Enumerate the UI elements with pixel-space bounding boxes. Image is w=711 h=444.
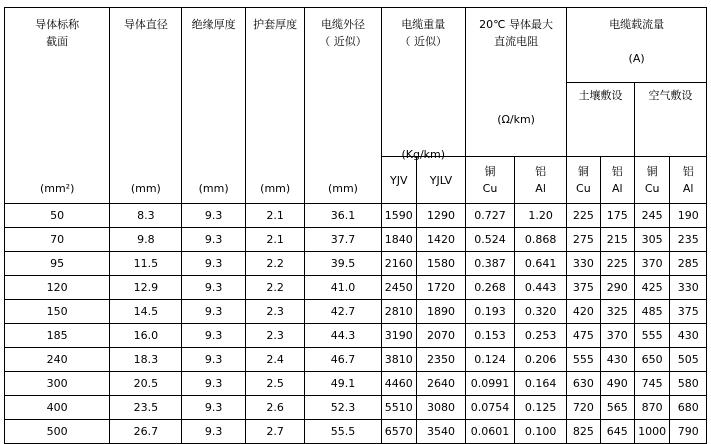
cell-insulation: 9.3 — [182, 252, 246, 276]
cell-resistance-al: 0.125 — [515, 396, 567, 420]
header-section-line1: 导体标称 — [35, 18, 80, 31]
header-insulation-unit: (mm) — [198, 182, 229, 195]
cell-soil-cu: 330 — [567, 252, 600, 276]
cell-weight-yjlv: 2640 — [416, 372, 465, 396]
cell-air-cu: 650 — [634, 348, 669, 372]
header-current-unit: (A) — [628, 52, 645, 65]
header-soil-cu-en: Cu — [576, 182, 591, 195]
header-weight-label: 电缆重量 — [401, 18, 446, 31]
cell-soil-cu: 720 — [567, 396, 600, 420]
table-row — [5, 348, 707, 372]
cell-weight-yjv: 5510 — [381, 396, 416, 420]
header-air-al-en: Al — [682, 182, 694, 195]
cell-soil-al: 645 — [600, 420, 634, 444]
cell-weight-yjlv: 3080 — [416, 396, 465, 420]
cell-diameter: 20.5 — [110, 372, 182, 396]
header-air-cu-en: Cu — [644, 182, 660, 195]
cell-insulation: 9.3 — [182, 348, 246, 372]
header-outer-diameter-approx: （ 近似） — [319, 35, 367, 48]
cell-outer-diameter: 46.7 — [305, 348, 381, 372]
cell-air-al: 285 — [670, 252, 707, 276]
cell-soil-al: 430 — [600, 348, 634, 372]
table-row — [5, 252, 707, 276]
cell-soil-cu: 475 — [567, 324, 600, 348]
cell-soil-al: 225 — [600, 252, 634, 276]
cell-soil-al: 215 — [600, 228, 634, 252]
header-air-al-cn: 铝 — [682, 165, 694, 178]
header-resistance-unit: (Ω/km) — [497, 113, 535, 126]
cell-air-al: 190 — [670, 204, 707, 228]
header-soil-al — [600, 157, 634, 204]
cell-resistance-cu: 0.524 — [466, 228, 515, 252]
cell-air-cu: 305 — [634, 228, 669, 252]
cell-soil-cu: 225 — [567, 204, 600, 228]
cell-sheath: 2.7 — [245, 420, 304, 444]
cell-outer-diameter: 36.1 — [305, 204, 381, 228]
cell-diameter: 14.5 — [110, 300, 182, 324]
header-outer-diameter-unit: (mm) — [327, 182, 358, 195]
cell-soil-cu: 825 — [567, 420, 600, 444]
header-soil-cu-cn: 铜 — [577, 165, 589, 178]
cell-outer-diameter: 52.3 — [305, 396, 381, 420]
header-soil-al-en: Al — [611, 182, 623, 195]
header-weight-yjv: YJV — [381, 157, 416, 204]
cell-soil-cu: 555 — [567, 348, 600, 372]
header-soil-cu — [567, 157, 600, 204]
cell-air-cu: 245 — [634, 204, 669, 228]
cell-section: 95 — [5, 252, 110, 276]
cell-section: 300 — [5, 372, 110, 396]
cell-soil-al: 175 — [600, 204, 634, 228]
header-resistance-al-en: Al — [535, 182, 546, 195]
header-soil-al-cn: 铝 — [611, 165, 623, 178]
cell-resistance-cu: 0.153 — [466, 324, 515, 348]
header-section-line2: 截面 — [46, 35, 69, 48]
cell-sheath: 2.3 — [245, 300, 304, 324]
cell-section: 240 — [5, 348, 110, 372]
cell-air-cu: 1000 — [634, 420, 669, 444]
header-outer-diameter-label: 电缆外径 — [320, 18, 365, 31]
cell-air-al: 790 — [670, 420, 707, 444]
header-air-cu — [634, 157, 669, 204]
cell-sheath: 2.2 — [245, 252, 304, 276]
table-row — [5, 372, 707, 396]
header-air-cu-cn: 铜 — [646, 165, 658, 178]
cell-sheath: 2.1 — [245, 228, 304, 252]
cell-resistance-al: 0.320 — [515, 300, 567, 324]
cell-soil-cu: 630 — [567, 372, 600, 396]
cell-air-al: 680 — [670, 396, 707, 420]
cell-resistance-cu: 0.0754 — [466, 396, 515, 420]
cell-weight-yjlv: 2350 — [416, 348, 465, 372]
cell-resistance-al: 0.443 — [515, 276, 567, 300]
header-current — [567, 8, 707, 83]
table-row — [5, 396, 707, 420]
cell-section: 400 — [5, 396, 110, 420]
cell-air-cu: 370 — [634, 252, 669, 276]
header-resistance-label: 20℃ 导体最大 — [479, 18, 554, 31]
header-resistance-cu-en: Cu — [482, 182, 498, 195]
cell-section: 50 — [5, 204, 110, 228]
cell-weight-yjv: 1840 — [381, 228, 416, 252]
cell-weight-yjv: 2810 — [381, 300, 416, 324]
cell-air-al: 430 — [670, 324, 707, 348]
cell-weight-yjv: 3190 — [381, 324, 416, 348]
header-diameter-label: 导体直径 — [123, 18, 168, 31]
cell-resistance-cu: 0.0991 — [466, 372, 515, 396]
cell-diameter: 23.5 — [110, 396, 182, 420]
cell-air-cu: 555 — [634, 324, 669, 348]
header-insulation-label: 绝缘厚度 — [191, 18, 236, 31]
header-current-label: 电缆载流量 — [609, 18, 665, 31]
header-weight-yjlv: YJLV — [416, 157, 465, 204]
cell-diameter: 8.3 — [110, 204, 182, 228]
cell-weight-yjlv: 3540 — [416, 420, 465, 444]
header-current-air: 空气敷设 — [634, 83, 706, 157]
cell-diameter: 26.7 — [110, 420, 182, 444]
header-sheath-unit: (mm) — [260, 182, 291, 195]
cell-resistance-cu: 0.193 — [466, 300, 515, 324]
cell-air-cu: 870 — [634, 396, 669, 420]
cell-sheath: 2.1 — [245, 204, 304, 228]
cell-section: 150 — [5, 300, 110, 324]
cell-air-al: 375 — [670, 300, 707, 324]
cell-air-al: 580 — [670, 372, 707, 396]
cell-section: 120 — [5, 276, 110, 300]
cell-weight-yjv: 6570 — [381, 420, 416, 444]
header-sheath-label: 护套厚度 — [253, 18, 298, 31]
cell-weight-yjlv: 1720 — [416, 276, 465, 300]
cell-insulation: 9.3 — [182, 324, 246, 348]
cell-resistance-al: 0.253 — [515, 324, 567, 348]
cell-resistance-cu: 0.387 — [466, 252, 515, 276]
cell-soil-cu: 375 — [567, 276, 600, 300]
cell-weight-yjv: 3810 — [381, 348, 416, 372]
header-weight — [381, 8, 465, 161]
cell-soil-al: 490 — [600, 372, 634, 396]
cell-diameter: 9.8 — [110, 228, 182, 252]
cell-outer-diameter: 49.1 — [305, 372, 381, 396]
header-resistance-sub: 直流电阻 — [494, 35, 539, 48]
header-resistance-cu-cn: 铜 — [484, 165, 496, 178]
cell-soil-al: 370 — [600, 324, 634, 348]
cell-air-cu: 485 — [634, 300, 669, 324]
header-weight-unit: (Kg/km) — [401, 148, 446, 161]
cell-soil-al: 325 — [600, 300, 634, 324]
header-current-soil: 土壤敷设 — [567, 83, 635, 157]
table-row — [5, 276, 707, 300]
cell-air-al: 505 — [670, 348, 707, 372]
cell-resistance-al: 0.100 — [515, 420, 567, 444]
table-row — [5, 420, 707, 444]
cable-spec-table — [4, 7, 707, 444]
header-diameter — [110, 8, 182, 204]
cell-diameter: 18.3 — [110, 348, 182, 372]
cell-resistance-al: 0.868 — [515, 228, 567, 252]
cell-insulation: 9.3 — [182, 228, 246, 252]
cell-resistance-al: 0.641 — [515, 252, 567, 276]
cell-section: 500 — [5, 420, 110, 444]
cell-sheath: 2.6 — [245, 396, 304, 420]
header-insulation — [182, 8, 246, 204]
cell-weight-yjv: 2450 — [381, 276, 416, 300]
header-section-unit: (mm²) — [39, 182, 75, 195]
cell-sheath: 2.4 — [245, 348, 304, 372]
cell-air-al: 330 — [670, 276, 707, 300]
cell-sheath: 2.2 — [245, 276, 304, 300]
cell-weight-yjv: 1590 — [381, 204, 416, 228]
cell-outer-diameter: 44.3 — [305, 324, 381, 348]
cell-resistance-al: 0.206 — [515, 348, 567, 372]
cell-section: 185 — [5, 324, 110, 348]
header-sheath — [245, 8, 304, 204]
cell-outer-diameter: 55.5 — [305, 420, 381, 444]
cell-resistance-cu: 0.124 — [466, 348, 515, 372]
cell-weight-yjv: 4460 — [381, 372, 416, 396]
cell-soil-cu: 275 — [567, 228, 600, 252]
header-air-al — [670, 157, 707, 204]
cell-air-cu: 425 — [634, 276, 669, 300]
cell-air-al: 235 — [670, 228, 707, 252]
header-resistance-al — [515, 157, 567, 204]
cell-insulation: 9.3 — [182, 204, 246, 228]
cell-diameter: 16.0 — [110, 324, 182, 348]
cell-insulation: 9.3 — [182, 396, 246, 420]
table-row — [5, 204, 707, 228]
cell-diameter: 12.9 — [110, 276, 182, 300]
cell-diameter: 11.5 — [110, 252, 182, 276]
table-row — [5, 228, 707, 252]
cell-soil-al: 290 — [600, 276, 634, 300]
cell-weight-yjlv: 1890 — [416, 300, 465, 324]
cell-insulation: 9.3 — [182, 420, 246, 444]
cell-section: 70 — [5, 228, 110, 252]
cell-air-cu: 745 — [634, 372, 669, 396]
cell-resistance-cu: 0.268 — [466, 276, 515, 300]
header-resistance-cu — [466, 157, 515, 204]
header-outer-diameter — [305, 8, 381, 204]
cell-weight-yjv: 2160 — [381, 252, 416, 276]
header-diameter-unit: (mm) — [130, 182, 161, 195]
cell-sheath: 2.5 — [245, 372, 304, 396]
header-section — [5, 8, 110, 204]
cell-outer-diameter: 41.0 — [305, 276, 381, 300]
cell-sheath: 2.3 — [245, 324, 304, 348]
cell-outer-diameter: 39.5 — [305, 252, 381, 276]
cell-resistance-al: 0.164 — [515, 372, 567, 396]
cell-weight-yjlv: 1290 — [416, 204, 465, 228]
header-weight-approx: （ 近似） — [399, 35, 448, 48]
cell-weight-yjlv: 1580 — [416, 252, 465, 276]
cell-weight-yjlv: 2070 — [416, 324, 465, 348]
cell-resistance-cu: 0.0601 — [466, 420, 515, 444]
cell-outer-diameter: 37.7 — [305, 228, 381, 252]
cell-insulation: 9.3 — [182, 372, 246, 396]
table-row — [5, 324, 707, 348]
cell-insulation: 9.3 — [182, 300, 246, 324]
cell-resistance-al: 1.20 — [515, 204, 567, 228]
cell-soil-al: 565 — [600, 396, 634, 420]
cell-insulation: 9.3 — [182, 276, 246, 300]
cell-soil-cu: 420 — [567, 300, 600, 324]
cell-outer-diameter: 42.7 — [305, 300, 381, 324]
header-resistance-al-cn: 铝 — [535, 165, 547, 178]
cell-resistance-cu: 0.727 — [466, 204, 515, 228]
header-resistance — [466, 8, 567, 157]
table-row — [5, 300, 707, 324]
cell-weight-yjlv: 1420 — [416, 228, 465, 252]
